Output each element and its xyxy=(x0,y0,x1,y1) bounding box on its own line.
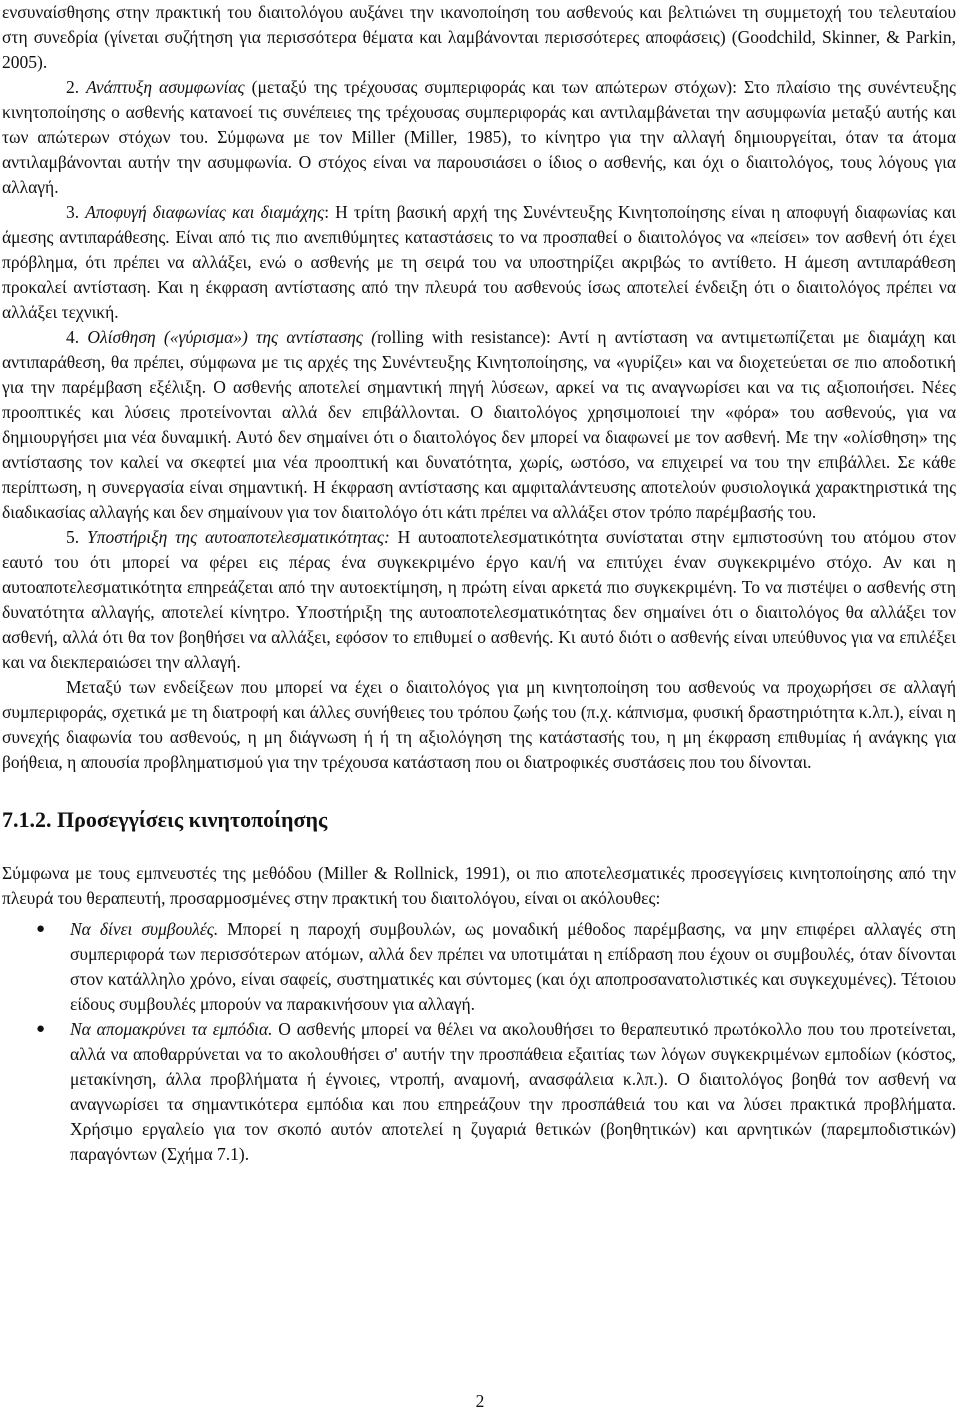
principle-4-number: 4. xyxy=(66,327,88,347)
approaches-list xyxy=(2,917,956,1167)
paragraph-intro: Σύμφωνα με τους εμπνευστές της μεθόδου (Miller & Rollnick, 1991), οι πιο αποτελεσματικές προσεγγίσεις κινητοποίησης από την πλευρά του θεραπευτή, προσαρμοσμένες στην πρακτική του διαιτολόγου, είναι οι ακόλουθες: xyxy=(2,863,956,908)
principle-4-title: Ολίσθηση («γύρισμα») της αντίστασης ( xyxy=(87,327,377,347)
principle-3-title: Αποφυγή διαφωνίας και διαμάχης xyxy=(85,202,325,222)
paragraph-continuation: ενσυναίσθησης στην πρακτική του διαιτολόγου αυξάνει την ικανοποίηση του ασθενούς και βελτιώνει τη συμμετοχή του τελευταίου στη συνεδρία (γίνεται συζήτηση για περισσότερα θέματα και λαμβάνονται περισσότερες αποφάσεις) (Goodchild, Skinner, & Parkin, 2005). xyxy=(2,2,956,72)
principle-3-number: 3. xyxy=(66,202,86,222)
list-item xyxy=(2,917,956,1017)
principle-4-text: rolling with resistance): Αντί η αντίσταση να αντιμετωπίζεται με διαμάχη και αντιπαράθεση, θα πρέπει, σύμφωνα με τις αρχές της Συνέντευξης Κινητοποίησης, να «γυρίζει» και να διοχετεύεται σε πιο αποδοτική για την παρέμβαση εξέλιξη. Ο ασθενής αποτελεί σημαντική πηγή λύσεων, αρκεί να τις αναγνωρίσει και να τις αξιοποιήσει. Νέες προοπτικές και λύσεις προτείνονται αλλά δεν επιβάλλονται. Ο διαιτολόγος χρησιμοποιεί την «φόρα» του ασθενούς, για να δημιουργήσει μια νέα δυναμική. Αυτό δεν σημαίνει ότι ο διαιτολόγος δεν μπορεί να διαφωνεί με τον ασθενή. Με την «ολίσθηση» της αντίστασης τον καλεί να σκεφτεί μια νέα προοπτική και δυνατότητα, χωρίς, ωστόσο, να επιχειρεί να του την επιβάλλει. Σε κάθε περίπτωση, η συνεργασία είναι σημαντική. Η έκφραση αντίστασης και αμφιταλάντευσης αποτελούν φυσιολογικά χαρακτηριστικά της διαδικασίας αλλαγής και δεν σημαίνουν για τον διαιτολόγο ότι κάτι πρέπει να αλλάξει στον τρόπο παρέμβασής του. xyxy=(2,327,956,522)
principle-5-number: 5. xyxy=(66,527,87,547)
principle-5-title: Υποστήριξη της αυτοαποτελεσματικότητας: xyxy=(87,527,390,547)
principle-5 xyxy=(2,525,956,675)
section-heading: 7.1.2. Προσεγγίσεις κινητοποίησης xyxy=(2,807,328,832)
principle-2-text: (μεταξύ της τρέχουσας συμπεριφοράς και των απώτερων στόχων): Στο πλαίσιο της συνέντευξης κινητοποίησης ο ασθενής κατανοεί τις συνέπειες της τρέχουσας συμπεριφοράς και αντιλαμβάνεται την ασυμφωνία μεταξύ αυτής και των απώτερων στόχων του. Σύμφωνα με τον Miller (Miller, 1985), το κίνητρο για την αλλαγή δημιουργείται, όταν τα άτομα αντιλαμβάνονται αυτήν την ασυμφωνία. Ο στόχος είναι να παρουσιάσει ο ίδιος ο ασθενής, και όχι ο διαιτολόγος, τους λόγους για αλλαγή. xyxy=(2,77,956,197)
principle-3 xyxy=(2,200,956,325)
page-number: 2 xyxy=(475,1391,485,1411)
list-item-text: Ο ασθενής μπορεί να θέλει να ακολουθήσει το θεραπευτικό πρωτόκολλο που του προτείνεται, αλλά να αποθαρρύνεται να το ακολουθήσει σ' αυτήν την προσπάθεια εξαιτίας των λόγων συγκεκριμένων εμποδίων (κόστος, μετακίνηση, άλλα προβλήματα ή έγνοιες, ντροπή, αναμονή, ανασφάλεια κ.λπ.). Ο διαιτολόγος βοηθά τον ασθενή να αναγνωρίσει τα σημαντικότερα εμπόδια και που επηρεάζουν την προσπάθειά του και να λύσει πρακτικά προβλήματα. Χρήσιμο εργαλείο για τον σκοπό αυτόν αποτελεί η ζυγαριά θετικών (βοηθητικών) και αρνητικών (παρεμποδιστικών) παραγόντων (Σχήμα 7.1). xyxy=(70,1019,956,1164)
principle-5-text: Η αυτοαποτελεσματικότητα συνίσταται στην εμπιστοσύνη του ατόμου στον εαυτό του ότι μπορεί να φέρει εις πέρας ένα συγκεκριμένο έργο και/ή να επιτύχει έναν συγκεκριμένο στόχο. Αν και η αυτοαποτελεσματικότητα επηρεάζεται από την αυτοεκτίμηση, η πρώτη είναι αρκετά πιο συγκεκριμένη. Το να πιστέψει ο ασθενής στη δυνατότητα αλλαγής, αποτελεί κίνητρο. Υποστήριξη της αυτοαποτελεσματικότητας δεν σημαίνει ότι ο διαιτολόγος θα αλλάξει τον ασθενή, αλλά ότι θα τον βοηθήσει να αλλάξει, εφόσον το επιθυμεί ο ασθενής. Κι αυτό διότι ο ασθενής είναι υπεύθυνος για να επιλέξει και να διεκπεραιώσει την αλλαγή. xyxy=(2,527,957,672)
bullet-icon: ● xyxy=(36,921,46,937)
principle-3-text: : Η τρίτη βασική αρχή της Συνέντευξης Κινητοποίησης είναι η αποφυγή διαφωνίας και άμεσης αντιπαράθεσης. Είναι από τις πιο ανεπιθύμητες καταστάσεις το να προσπαθεί ο διαιτολόγος να «πείσει» τον ασθενή ότι έχει πρόβλημα, ότι πρέπει να αλλάξει, ενώ ο ασθενής με τη σειρά του να υποστηρίζει ακριβώς το αντίθετο. Η άμεση αντιπαράθεση προκαλεί αντίσταση. Και η έκφραση αντίστασης από την πλευρά του ασθενούς ίσως αποτελεί ένδειξη ότι ο διαιτολόγος πρέπει να αλλάξει τεχνική. xyxy=(2,202,957,322)
paragraph-indications: Μεταξύ των ενδείξεων που μπορεί να έχει ο διαιτολόγος για μη κινητοποίηση του ασθενούς να προχωρήσει σε αλλαγή συμπεριφοράς, σχετικά με τη διατροφή και άλλες συνήθειες του τρόπου ζωής του (π.χ. κάπνισμα, φυσική δραστηριότητα κ.λπ.), είναι η συνεχής διαφωνία του ασθενούς, η μη διάγνωση ή ή τη αξιολόγηση της κατάστασής του, η μη έκφραση επιθυμίας ή ανάγκης για βοήθεια, η απουσία προβληματισμού για την τρέχουσα κατάσταση που οι διατροφικές συστάσεις που του δίνονται. xyxy=(2,677,956,772)
list-item-title: Να δίνει συμβουλές. xyxy=(70,919,219,939)
list-item-text: Μπορεί η παροχή συμβουλών, ως μοναδική μέθοδος παρέμβασης, να μην επιφέρει αλλαγές στη συμπεριφορά των περισσότερων ατόμων, αλλά δεν πρέπει να υποτιμάται η επίδραση που έχουν οι συμβουλές, όταν δίνονται στον κατάλληλο χρόνο, είναι σαφείς, συστηματικές και σύντομες (και όχι αποπροσανατολιστικές και συγκεχυμένες). Τέτοιου είδους συμβουλές μπορούν να παρακινήσουν για αλλαγή. xyxy=(70,919,956,1014)
principle-4 xyxy=(2,325,956,525)
list-item xyxy=(2,1017,956,1167)
principle-2-title: Ανάπτυξη ασυμφωνίας xyxy=(86,77,245,97)
principle-2 xyxy=(2,75,956,200)
principle-2-number: 2. xyxy=(66,77,87,97)
list-item-title: Να απομακρύνει τα εμπόδια. xyxy=(70,1019,273,1039)
bullet-icon: ● xyxy=(36,1021,46,1037)
